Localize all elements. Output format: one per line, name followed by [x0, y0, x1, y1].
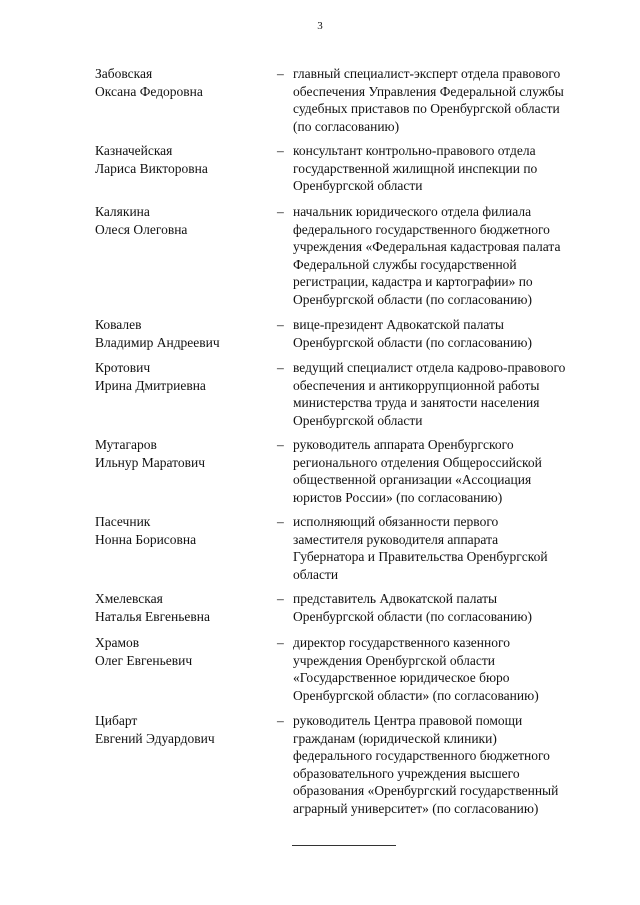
position-line: консультант контрольно-правового отдела [293, 143, 536, 158]
member-name [95, 203, 275, 238]
position-line: обеспечения и антикоррупционной работы [293, 377, 540, 393]
position-line: заместителя руководителя аппарата [293, 531, 499, 547]
member-surname: Ковалев [95, 317, 142, 332]
page-number: 3 [317, 20, 323, 32]
position-line: обеспечения Управления Федеральной службы [293, 83, 564, 99]
member-given-names: Лариса Викторовна [95, 160, 208, 176]
member-name [95, 513, 275, 548]
member-position [293, 590, 598, 625]
member-position [293, 436, 598, 506]
member-surname: Забовская [95, 66, 153, 81]
position-line: юристов России» (по согласованию) [293, 489, 503, 505]
dash-separator: – [277, 713, 284, 728]
position-line: области [293, 566, 339, 582]
member-surname: Кротович [95, 360, 151, 375]
position-line: Оренбургской области [293, 412, 423, 428]
member-given-names: Ильнур Маратович [95, 454, 205, 470]
position-line: Губернатора и Правительства Оренбургской [293, 549, 548, 564]
member-given-names: Наталья Евгеньевна [95, 608, 210, 624]
member-given-names: Евгений Эдуардович [95, 730, 215, 746]
dash-separator: – [277, 635, 284, 650]
member-surname: Хмелевская [95, 591, 163, 606]
position-line: федерального государственного бюджетного [293, 748, 550, 763]
position-line: регионального отделения Общероссийской [293, 454, 542, 470]
position-line: регистрации, кадастра и картографии» по [293, 274, 533, 289]
member-position [293, 513, 598, 583]
position-line: ведущий специалист отдела кадрово-правового [293, 360, 566, 375]
position-line: федерального государственного бюджетного [293, 221, 550, 237]
position-line: начальник юридического отдела филиала [293, 204, 532, 219]
position-line: Оренбургской области (по согласованию) [293, 291, 532, 307]
dash-separator: – [277, 66, 284, 81]
position-line: министерства труда и занятости населения [293, 395, 540, 410]
member-position [293, 142, 598, 195]
position-line: руководитель Центра правовой помощи [293, 713, 523, 728]
dash-separator: – [277, 591, 284, 606]
position-line: исполняющий обязанности первого [293, 514, 499, 529]
position-line: учреждения Оренбургской области [293, 652, 495, 668]
position-line: Оренбургской области (по согласованию) [293, 608, 532, 624]
member-given-names: Нонна Борисовна [95, 531, 197, 547]
position-line: Оренбургской области (по согласованию) [293, 334, 532, 350]
member-surname: Пасечник [95, 514, 151, 529]
member-name [95, 712, 275, 747]
dash-separator: – [277, 143, 284, 158]
dash-separator: – [277, 317, 284, 332]
member-surname: Калякина [95, 204, 150, 219]
member-name [95, 634, 275, 669]
dash-separator: – [277, 360, 284, 375]
position-line: образовательного учреждения высшего [293, 765, 520, 781]
dash-separator: – [277, 514, 284, 529]
member-name [95, 316, 275, 351]
position-line: главный специалист-эксперт отдела правового [293, 66, 561, 81]
member-given-names: Олеся Олеговна [95, 221, 188, 237]
position-line: вице-президент Адвокатской палаты [293, 317, 504, 332]
member-position [293, 203, 598, 308]
position-line: государственной жилищной инспекции по [293, 160, 538, 176]
position-line: образования «Оренбургский государственный [293, 783, 559, 798]
position-line: Оренбургской области» (по согласованию) [293, 687, 539, 703]
dash-separator: – [277, 437, 284, 452]
position-line: Федеральной службы государственной [293, 256, 517, 272]
end-of-list-rule [292, 845, 396, 846]
member-surname: Храмов [95, 635, 140, 650]
position-line: представитель Адвокатской палаты [293, 591, 498, 606]
position-line: аграрный университет» (по согласованию) [293, 800, 539, 816]
dash-separator: – [277, 204, 284, 219]
position-line: (по согласованию) [293, 118, 400, 134]
member-name [95, 142, 275, 177]
member-given-names: Ирина Дмитриевна [95, 377, 206, 393]
position-line: руководитель аппарата Оренбургского [293, 437, 514, 452]
member-position [293, 712, 598, 817]
position-line: общественной организации «Ассоциация [293, 472, 532, 487]
member-position [293, 316, 598, 351]
position-line: директор государственного казенного [293, 635, 510, 650]
member-name [95, 436, 275, 471]
position-line: Оренбургской области [293, 178, 423, 193]
position-line: судебных приставов по Оренбургской области [293, 101, 560, 116]
position-line: учреждения «Федеральная кадастровая палата [293, 239, 561, 254]
member-given-names: Оксана Федоровна [95, 83, 203, 99]
member-given-names: Олег Евгеньевич [95, 652, 193, 668]
member-name [95, 590, 275, 625]
position-line: «Государственное юридическое бюро [293, 670, 510, 685]
position-line: гражданам (юридической клиники) [293, 730, 497, 746]
member-given-names: Владимир Андреевич [95, 334, 220, 350]
member-surname: Казначейская [95, 143, 173, 158]
member-name [95, 359, 275, 394]
member-position [293, 65, 598, 135]
member-name [95, 65, 275, 100]
member-surname: Цибарт [95, 713, 138, 728]
member-position [293, 359, 598, 429]
member-position [293, 634, 598, 704]
member-surname: Мутагаров [95, 437, 157, 452]
